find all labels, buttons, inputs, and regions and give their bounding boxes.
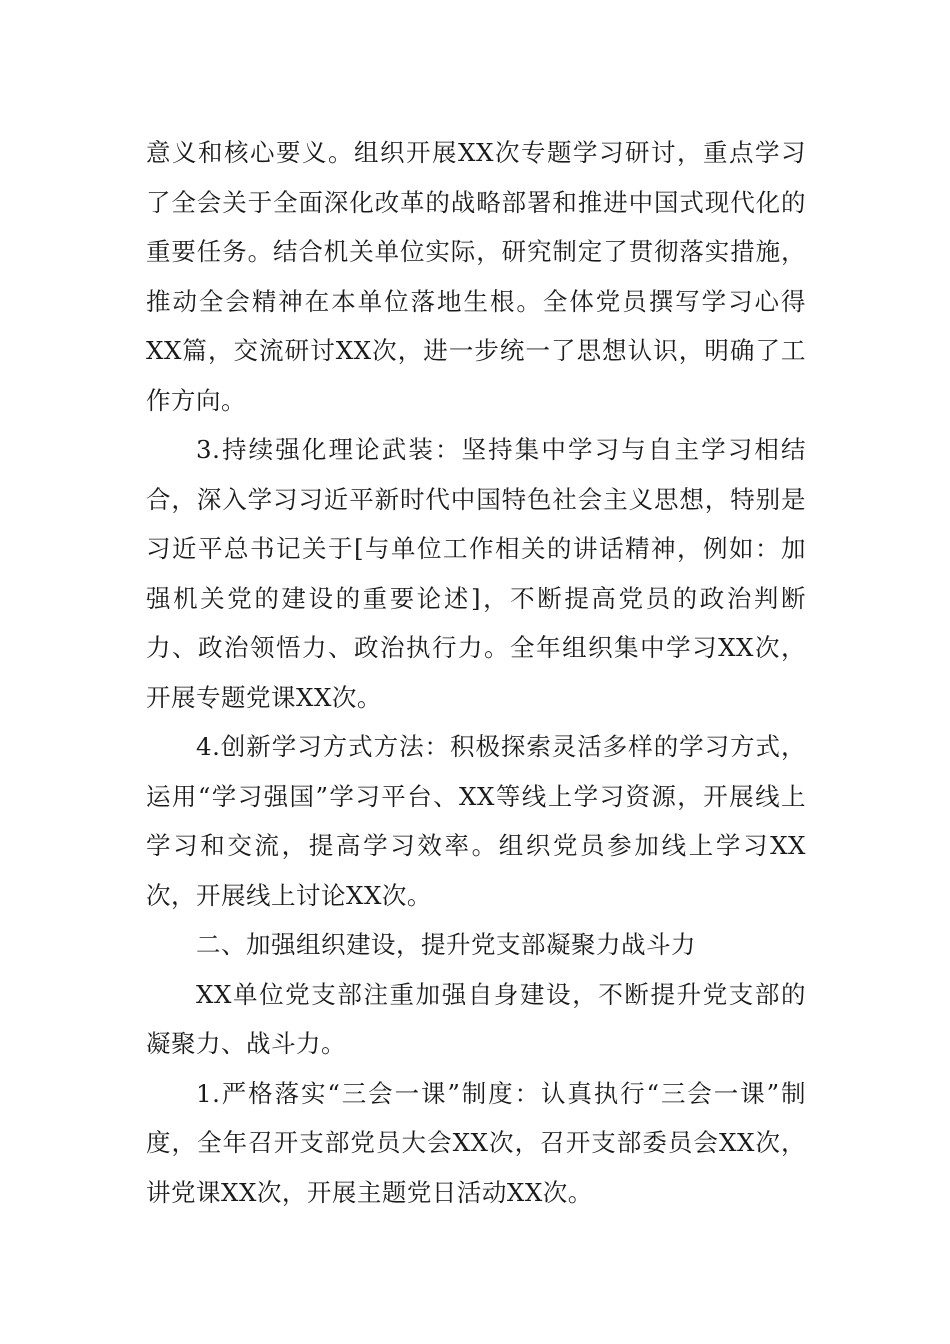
paragraph-3: 4.创新学习方式方法：积极探索灵活多样的学习方式，运用“学习强国”学习平台、XX等线上学习资源，开展线上学习和交流，提高学习效率。组织党员参加线上学习XX次，开展线上讨论XX次。 (146, 732, 806, 910)
paragraph-1: 意义和核心要义。组织开展XX次专题学习研讨，重点学习了全会关于全面深化改革的战略部署和推进中国式现代化的重要任务。结合机关单位实际，研究制定了贯彻落实措施，推动全会精神在本单位落地生根。全体党员撰写学习心得XX篇，交流研讨XX次，进一步统一了思想认识，明确了工作方向。 (146, 138, 806, 415)
paragraph-2: 3.持续强化理论武装：坚持集中学习与自主学习相结合，深入学习习近平新时代中国特色社会主义思想，特别是习近平总书记关于[与单位工作相关的讲话精神，例如：加强机关党的建设的重要论述]，不断提高党员的政治判断力、政治领悟力、政治执行力。全年组织集中学习XX次，开展专题党课XX次。 (146, 435, 806, 712)
paragraph-4: XX单位党支部注重加强自身建设，不断提升党支部的凝聚力、战斗力。 (146, 979, 806, 1058)
section-heading: 二、加强组织建设，提升党支部凝聚力战斗力 (196, 930, 696, 959)
document-body (146, 128, 806, 1217)
paragraph-5: 1.严格落实“三会一课”制度：认真执行“三会一课”制度，全年召开支部党员大会XX次，召开支部委员会XX次，讲党课XX次，开展主题党日活动XX次。 (146, 1078, 806, 1207)
